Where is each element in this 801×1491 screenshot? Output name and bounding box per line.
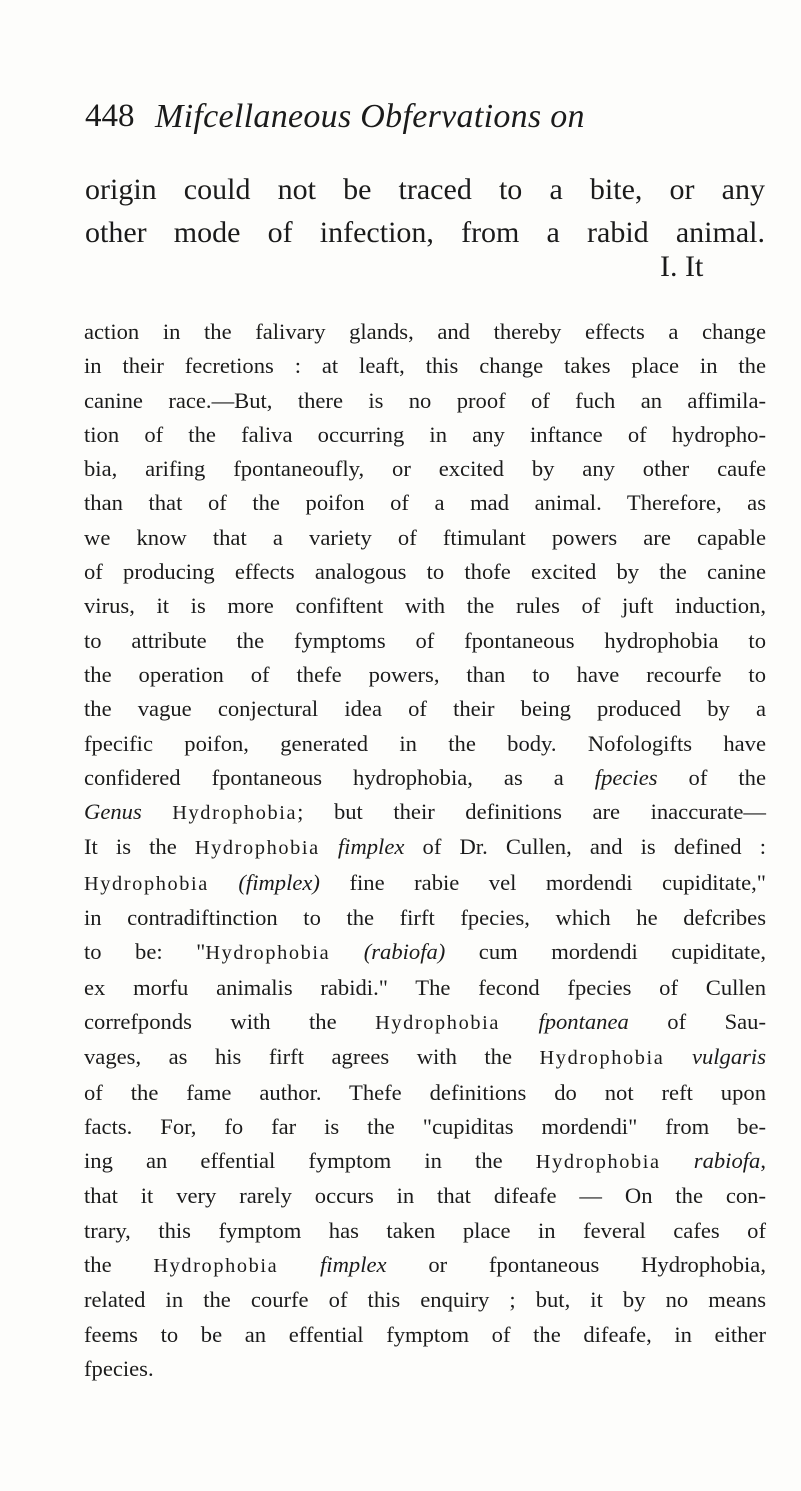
text-line bbox=[84, 589, 766, 623]
text-line bbox=[84, 971, 766, 1005]
text-segment bbox=[661, 1148, 694, 1173]
text-line bbox=[84, 1283, 766, 1317]
text-segment bbox=[209, 870, 239, 895]
text-segment: that it very rarely occurs in that difeafe — On the con- bbox=[84, 1183, 766, 1209]
text-line bbox=[84, 795, 766, 830]
catchword: I. It bbox=[660, 250, 704, 283]
text-line bbox=[84, 624, 766, 658]
text-segment: than that of the poifon of a mad animal. Therefore, as bbox=[84, 490, 766, 516]
text-line bbox=[84, 692, 766, 726]
text-segment: the bbox=[84, 1252, 154, 1278]
running-title: Mifcellaneous Obfervations on bbox=[155, 98, 585, 135]
text-segment bbox=[500, 1009, 538, 1034]
text-segment: bia, arifing fpontaneoufly, or excited by any other caufe bbox=[84, 456, 766, 482]
text-segment: we know that a variety of ftimulant powers are capable bbox=[84, 524, 766, 550]
text-line bbox=[84, 555, 766, 589]
text-segment: in their fecretions : at leaft, this change takes place in the bbox=[84, 353, 766, 379]
text-segment: feems to be an effential fymptom of the difeafe, in either bbox=[84, 1321, 766, 1347]
text-segment: related in the courfe of this enquiry ; but, it by no means bbox=[84, 1287, 766, 1313]
text-line bbox=[84, 830, 766, 865]
text-segment: virus, it is more confiftent with the rules of juft induction, bbox=[84, 593, 766, 619]
text-segment: , bbox=[760, 1148, 766, 1174]
text-line bbox=[84, 1110, 766, 1144]
text-segment: or fpontaneous Hydrophobia, bbox=[386, 1252, 766, 1278]
text-line bbox=[84, 384, 766, 418]
text-segment: of Sau- bbox=[628, 1008, 766, 1034]
text-line bbox=[84, 418, 766, 452]
text-segment: trary, this fymptom has taken place in feveral cafes of bbox=[84, 1217, 766, 1243]
small-caps-text: Hydrophobia bbox=[194, 837, 320, 860]
text-line bbox=[84, 1248, 766, 1283]
italic-text: fimplex bbox=[337, 834, 405, 860]
text-segment bbox=[320, 834, 338, 859]
text-line bbox=[84, 901, 766, 935]
text-segment: of the bbox=[657, 764, 766, 790]
italic-text: vulgaris bbox=[691, 1044, 766, 1070]
text-line bbox=[84, 761, 766, 795]
text-segment: canine race.—But, there is no proof of fuch an affimila- bbox=[84, 387, 766, 413]
italic-text: (rabiofa) bbox=[363, 939, 446, 965]
text-line bbox=[84, 1144, 766, 1179]
continued-text-line: other mode of infection, from a rabid animal. bbox=[85, 216, 765, 249]
text-line bbox=[84, 1179, 766, 1213]
text-line bbox=[84, 486, 766, 520]
text-line bbox=[84, 1352, 766, 1386]
text-line bbox=[84, 349, 766, 383]
text-segment bbox=[142, 799, 173, 824]
text-segment: of producing effects analogous to thofe excited by the canine bbox=[84, 559, 766, 585]
body-text-block bbox=[84, 315, 766, 1386]
small-caps-text: Hydrophobia bbox=[375, 1011, 500, 1034]
text-segment: the vague conjectural idea of their being produced by a bbox=[84, 696, 766, 722]
small-caps-text: Hydrophobia bbox=[172, 802, 298, 825]
text-segment: tion of the faliva occurring in any inftance of hydropho- bbox=[84, 421, 766, 447]
text-line bbox=[84, 1076, 766, 1110]
text-segment: ing an effential fymptom in the bbox=[84, 1148, 536, 1174]
text-segment: It is the bbox=[84, 834, 195, 860]
text-segment: in contradiftinction to the firft fpecies, which he defcribes bbox=[84, 905, 766, 931]
text-segment: to be: " bbox=[84, 939, 206, 965]
italic-text: fpecies bbox=[594, 764, 658, 790]
text-line bbox=[84, 521, 766, 555]
text-line bbox=[84, 1040, 766, 1075]
text-line bbox=[84, 658, 766, 692]
text-segment: of the fame author. Thefe definitions do not reft upon bbox=[84, 1079, 766, 1105]
italic-text: fimplex bbox=[320, 1252, 387, 1278]
text-line bbox=[84, 935, 766, 970]
text-segment bbox=[664, 1044, 692, 1069]
text-segment: ex morfu animalis rabidi." The fecond fpecies of Cullen bbox=[84, 974, 766, 1000]
text-line bbox=[84, 1005, 766, 1040]
text-line bbox=[84, 1318, 766, 1352]
text-segment: to attribute the fymptoms of fpontaneous hydrophobia to bbox=[84, 627, 766, 653]
text-line bbox=[84, 866, 766, 901]
text-segment bbox=[330, 939, 363, 964]
small-caps-text: Hydrophobia bbox=[205, 942, 331, 965]
text-line bbox=[84, 727, 766, 761]
text-line bbox=[84, 315, 766, 349]
text-segment: cum mordendi cupiditate, bbox=[445, 939, 766, 965]
continued-text-line: origin could not be traced to a bite, or any bbox=[85, 173, 765, 206]
text-segment bbox=[278, 1252, 320, 1277]
small-caps-text: Hydrophobia bbox=[153, 1255, 279, 1278]
text-line bbox=[84, 1214, 766, 1248]
italic-text: fpontanea bbox=[538, 1008, 629, 1034]
text-segment: of Dr. Cullen, and is defined : bbox=[404, 834, 767, 860]
small-caps-text: Hydrophobia bbox=[539, 1047, 665, 1070]
continued-text-block bbox=[85, 168, 765, 254]
italic-text: rabiofa bbox=[693, 1148, 761, 1174]
page-number: 448 bbox=[85, 98, 135, 134]
italic-text: (fimplex) bbox=[238, 869, 320, 895]
text-segment: fpecific poifon, generated in the body. Nofologifts have bbox=[84, 730, 766, 756]
text-line bbox=[84, 452, 766, 486]
running-head bbox=[85, 98, 741, 148]
text-segment: vages, as his firft agrees with the bbox=[84, 1044, 540, 1070]
text-segment: correfponds with the bbox=[84, 1008, 376, 1034]
italic-text: Genus bbox=[84, 799, 142, 825]
text-segment: fpecies. bbox=[84, 1355, 154, 1381]
text-segment: confidered fpontaneous hydrophobia, as a bbox=[84, 764, 595, 790]
text-segment: action in the falivary glands, and thereby effects a change bbox=[84, 319, 766, 344]
text-segment: the operation of thefe powers, than to have recourfe to bbox=[84, 661, 766, 687]
text-segment: facts. For, fo far is the "cupiditas mordendi" from be- bbox=[84, 1113, 766, 1139]
small-caps-text: Hydrophobia bbox=[535, 1151, 661, 1174]
text-segment: ; but their definitions are inaccurate— bbox=[297, 799, 766, 825]
text-segment: fine rabie vel mordendi cupiditate," bbox=[319, 869, 767, 895]
small-caps-text: Hydrophobia bbox=[84, 872, 209, 895]
